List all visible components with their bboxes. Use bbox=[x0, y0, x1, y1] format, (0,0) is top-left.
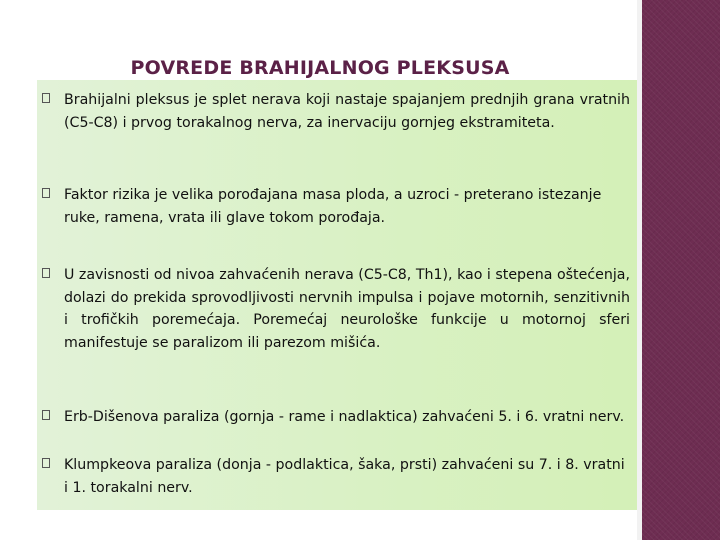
bullet-text-1: Brahijalni pleksus je splet nerava koji nastaje spajanjem prednjih grana vratnih (C5-C8) i prvog torakalnog nerva, za inervaciju gornjeg ekstramiteta. bbox=[64, 92, 630, 131]
square-bullet-icon bbox=[42, 188, 50, 198]
decorative-side-panel bbox=[642, 0, 720, 540]
content-box bbox=[37, 80, 637, 510]
square-bullet-icon bbox=[42, 410, 50, 420]
bullet-text-4: Erb-Dišenova paraliza (gornja - rame i nadlaktica) zahvaćeni 5. i 6. vratni nerv. bbox=[64, 409, 625, 425]
bullet-text-5: Klumpkeova paraliza (donja - podlaktica, šaka, prsti) zahvaćeni su 7. i 8. vratni i 1. torakalni nerv. bbox=[64, 457, 625, 496]
square-bullet-icon bbox=[42, 268, 50, 278]
square-bullet-icon bbox=[42, 458, 50, 468]
slide-title: POVREDE BRAHIJALNOG PLEKSUSA bbox=[130, 56, 510, 79]
square-bullet-icon bbox=[42, 93, 50, 103]
bullet-text-3: U zavisnosti od nivoa zahvaćenih nerava (C5-C8, Th1), kao i stepena oštećenja, dolazi do prekida sprovodljivosti nervnih impulsa i pojave motornih, senzitivnih i trofičkih poremećaja. Poremećaj neurološke funkcije u motornoj sferi manifestuje se paralizom ili parezom mišića. bbox=[64, 267, 631, 351]
bullet-text-2: Faktor rizika je velika porođajana masa ploda, a uzroci - preterano istezanje ruke, ramena, vrata ili glave tokom porođaja. bbox=[64, 187, 602, 226]
